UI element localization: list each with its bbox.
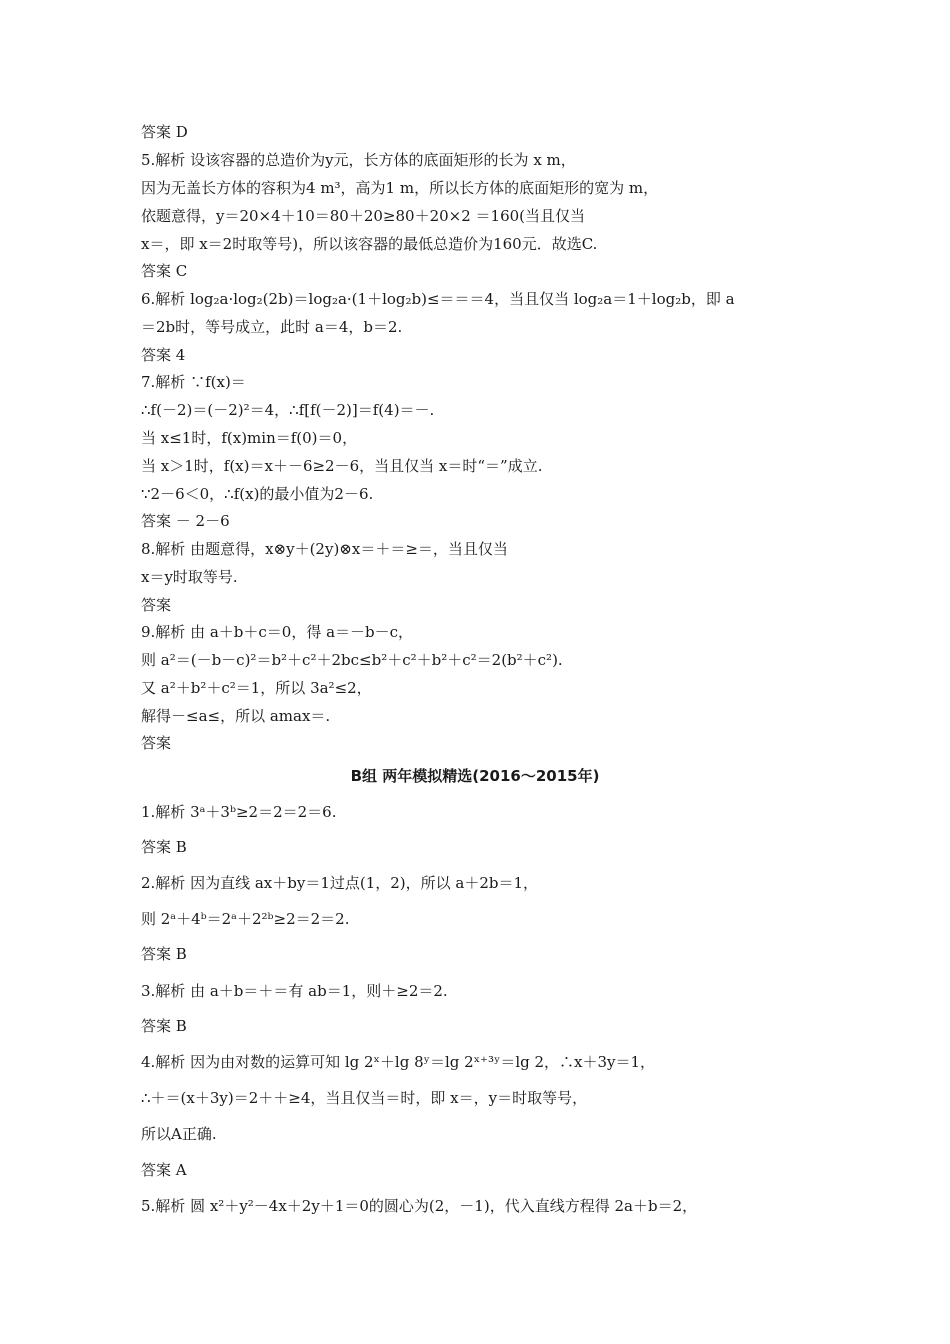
- solution-line: 5.解析 设该容器的总造价为y元，长方体的底面矩形的长为 x m，: [141, 151, 576, 169]
- solution-line: 所以A正确.: [141, 1125, 217, 1143]
- solution-line: 2.解析 因为直线 ax＋by＝1过点(1，2)，所以 a＋2b＝1，: [141, 874, 539, 892]
- solution-line: 解得－≤a≤，所以 amax＝.: [141, 707, 331, 725]
- solution-line: 则 a²＝(－b－c)²＝b²＋c²＋2bc≤b²＋c²＋b²＋c²＝2(b²＋c²).: [141, 651, 563, 669]
- answer-line: 答案: [141, 596, 172, 614]
- solution-line: x＝y时取等号.: [141, 568, 238, 586]
- answer-line: 答案 D: [141, 123, 188, 141]
- solution-line: 依题意得，y＝20×4＋10＝80＋20≥80＋20×2 ＝160(当且仅当: [141, 207, 586, 225]
- solution-line: ∵2－6＜0，∴f(x)的最小值为2－6.: [141, 485, 374, 503]
- solution-line: 3.解析 由 a＋b＝＋＝有 ab＝1，则＋≥2＝2.: [141, 982, 448, 1000]
- solution-line: 5.解析 圆 x²＋y²－4x＋2y＋1＝0的圆心为(2，－1)，代入直线方程得 2a＋b＝2，: [141, 1197, 698, 1215]
- solution-line: 9.解析 由 a＋b＋c＝0，得 a＝－b－c，: [141, 623, 414, 641]
- answer-line: 答案 A: [141, 1161, 187, 1179]
- answer-line: 答案: [141, 734, 172, 752]
- solution-line: 当 x＞1时，f(x)＝x＋－6≥2－6，当且仅当 x＝时“＝”成立.: [141, 457, 543, 475]
- answer-line: 答案 － 2－6: [141, 512, 230, 530]
- solution-line: 4.解析 因为由对数的运算可知 lg 2ˣ＋lg 8ʸ＝lg 2ˣ⁺³ʸ＝lg 2，∴x＋3y＝1，: [141, 1053, 656, 1071]
- solution-line: 因为无盖长方体的容积为4 m³，高为1 m，所以长方体的底面矩形的宽为 m，: [141, 179, 659, 197]
- section-heading: B组 两年模拟精选(2016～2015年): [350, 767, 600, 785]
- answer-line: 答案 C: [141, 262, 188, 280]
- solution-line: ＝2b时，等号成立，此时 a＝4，b＝2.: [141, 318, 403, 336]
- solution-line: 8.解析 由题意得，x⊗y＋(2y)⊗x＝＋＝≥＝，当且仅当: [141, 540, 508, 558]
- solution-line: ∴f(－2)＝(－2)²＝4，∴f[f(－2)]＝f(4)＝－.: [141, 401, 435, 419]
- answer-line: 答案 B: [141, 945, 187, 963]
- solution-line: 1.解析 3ᵃ＋3ᵇ≥2＝2＝2＝6.: [141, 803, 337, 821]
- answer-line: 答案 B: [141, 1017, 187, 1035]
- solution-line: 当 x≤1时，f(x)min＝f(0)＝0，: [141, 429, 358, 447]
- answer-line: 答案 B: [141, 838, 187, 856]
- solution-line: 7.解析 ∵f(x)＝: [141, 373, 246, 391]
- solution-line: ∴＋＝(x＋3y)＝2＋＋≥4，当且仅当＝时，即 x＝，y＝时取等号，: [141, 1089, 588, 1107]
- solution-line: x＝，即 x＝2时取等号)，所以该容器的最低总造价为160元．故选C.: [141, 235, 598, 253]
- solution-line: 又 a²＋b²＋c²＝1，所以 3a²≤2，: [141, 679, 372, 697]
- solution-line: 则 2ᵃ＋4ᵇ＝2ᵃ＋2²ᵇ≥2＝2＝2.: [141, 910, 350, 928]
- answer-line: 答案 4: [141, 346, 186, 364]
- solution-line: 6.解析 log₂a·log₂(2b)＝log₂a·(1＋log₂b)≤＝＝＝4，当且仅当 log₂a＝1＋log₂b，即 a: [141, 290, 735, 308]
